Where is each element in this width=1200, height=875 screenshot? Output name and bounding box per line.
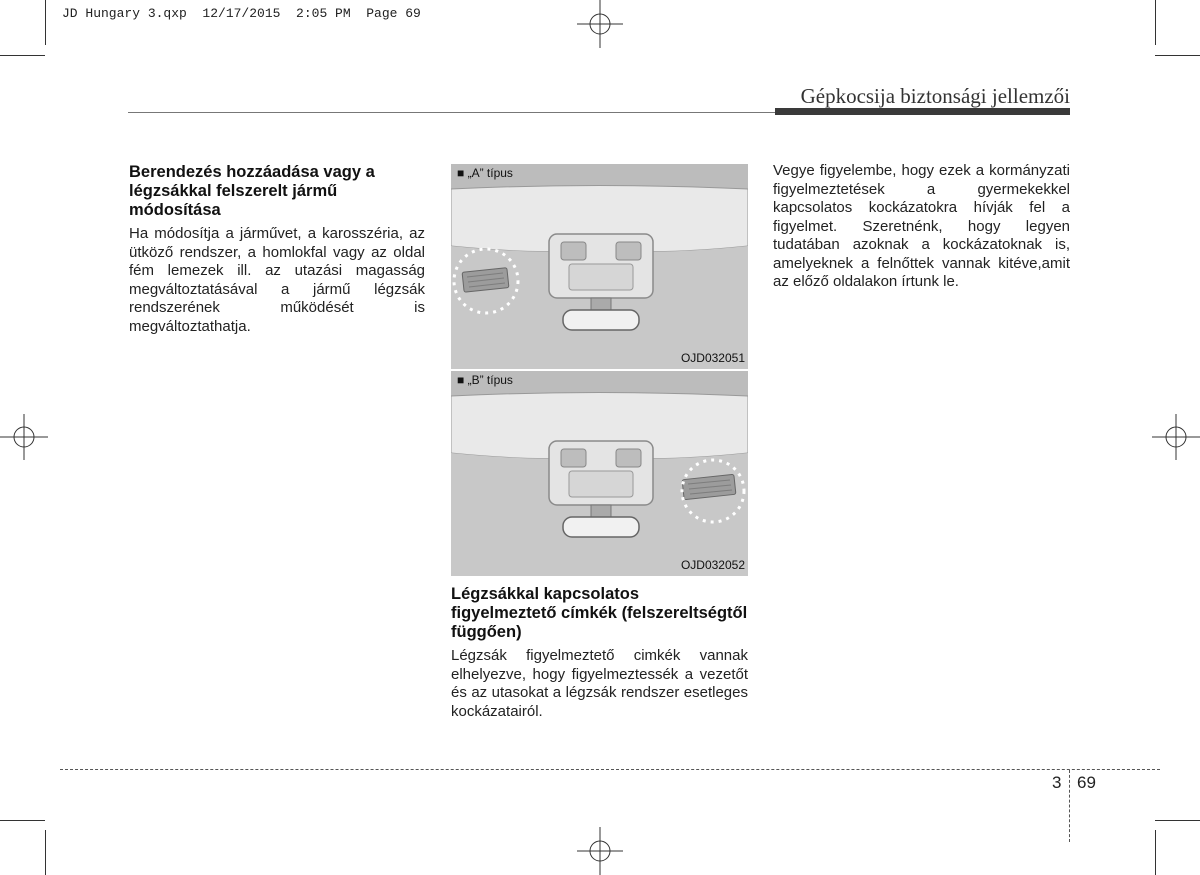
crop-mark — [45, 830, 46, 875]
registration-mark-left-icon — [0, 412, 50, 462]
registration-mark-bottom-icon — [575, 825, 625, 875]
crop-mark — [45, 0, 46, 45]
header-rule-accent — [775, 108, 1070, 115]
crop-mark — [0, 820, 45, 821]
page-number: 69 — [1077, 773, 1096, 792]
crop-mark — [1155, 55, 1200, 56]
crop-mark — [1155, 820, 1200, 821]
print-slug: JD Hungary 3.qxp 12/17/2015 2:05 PM Page 69 — [62, 6, 421, 21]
figure-code: OJD032051 — [680, 351, 745, 365]
figure-type-b — [451, 371, 748, 576]
section-heading: Berendezés hozzáadása vagy a légzsákkal felszerelt jármű módosítása — [129, 163, 375, 219]
section-warning-labels — [451, 585, 748, 721]
figure-code: OJD032052 — [680, 558, 745, 572]
registration-mark-top-icon — [575, 0, 625, 50]
figure-type-a — [451, 164, 748, 369]
running-header-title: Gépkocsija biztonsági jellemzői — [800, 84, 1070, 108]
section-heading: Légzsákkal kapcsolatos figyelmeztető címkék (felszereltségtől függően) — [451, 585, 748, 641]
section-body: Ha módosítja a járművet, a karosszéria, az ütköző rendszer, a homlokfal vagy az oldal fém lemezek ill. az utazási magasság megváltoztatásával a jármű légzsák rendszerének működését is megváltoztathatja. — [129, 225, 425, 335]
overhead-console-illustration — [451, 371, 748, 576]
section-body: Vegye figyelembe, hogy ezek a kormányzati figyelmeztetések a gyermekekkel kapcsolatos kockázatokra hívják fel a figyelmet. Szeretnénk, hogy legyen tudatában azoknak a kockázatoknak is, amelyeknek a felnőttek vannak kitéve,amit az előző oldalakon írtunk le. — [773, 162, 1070, 290]
page-number-divider — [1069, 770, 1070, 842]
crop-mark — [0, 55, 45, 56]
figure-label: ■ „A” típus — [457, 166, 513, 180]
chapter-number: 3 — [1052, 773, 1062, 792]
crop-mark — [1155, 0, 1156, 45]
section-modification — [129, 163, 425, 336]
section-body: Légzsák figyelmeztető cimkék vannak elhelyezve, hogy figyelmeztessék a vezetőt és az utasokat a légzsák rendszer esetleges kockázatairól. — [451, 647, 748, 720]
footer-rule — [60, 769, 1160, 770]
overhead-console-illustration — [451, 164, 748, 369]
figure-label: ■ „B” típus — [457, 373, 513, 387]
crop-mark — [1155, 830, 1156, 875]
section-risks — [773, 162, 1070, 292]
registration-mark-right-icon — [1150, 412, 1200, 462]
